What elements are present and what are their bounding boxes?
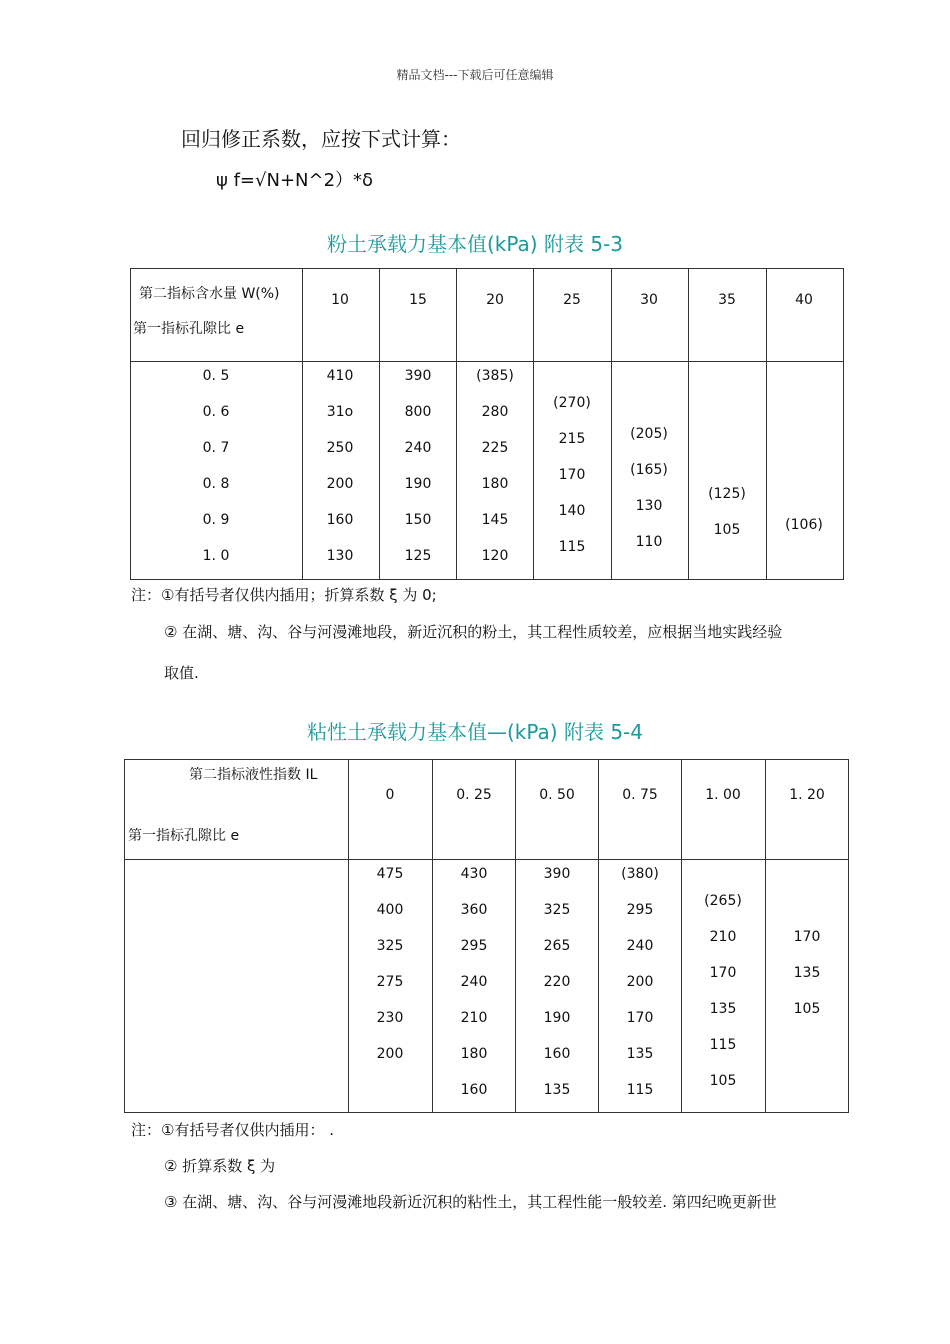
table2-col-values — [777, 927, 837, 1035]
table1-cell: 200 — [326, 476, 354, 492]
table2-vline — [765, 759, 766, 1113]
table2-vline — [848, 759, 849, 1113]
table1-cell: 120 — [481, 548, 509, 564]
table1-cell: 410 — [326, 368, 354, 384]
table1-cell: 115 — [558, 539, 586, 555]
table1-border-bottom — [130, 579, 844, 580]
table1-header-divider — [130, 361, 844, 362]
table2-cell: 135 — [543, 1082, 571, 1098]
table2-cell: 240 — [460, 974, 488, 990]
table2-cell: 200 — [376, 1046, 404, 1062]
table2-cell: 135 — [793, 965, 821, 981]
table1-col-header: 15 — [409, 292, 427, 308]
table1-vline — [456, 268, 457, 580]
table1-border-top — [130, 268, 844, 269]
table1-cell: 390 — [404, 368, 432, 384]
table2-col-header: 0. 25 — [456, 787, 492, 803]
table2-col-header: 1. 00 — [705, 787, 741, 803]
table1-cell: 150 — [404, 512, 432, 528]
table1-vline — [611, 268, 612, 580]
table2-cell: 135 — [626, 1046, 654, 1062]
table1-vline — [379, 268, 380, 580]
table2-vline — [515, 759, 516, 1113]
table2-cell: 265 — [543, 938, 571, 954]
table2-title: 粘性土承载力基本值—(kPa) 附表 5-4 — [307, 720, 643, 744]
table1-col-values — [774, 515, 834, 551]
table2-col-values — [444, 864, 504, 1116]
table2-cell: 400 — [376, 902, 404, 918]
table1-row-labels — [186, 366, 246, 582]
table2-border-top — [124, 759, 849, 760]
table1-cell: (270) — [553, 395, 591, 411]
table2-col-header: 0. 50 — [539, 787, 575, 803]
table2-cell: 115 — [626, 1082, 654, 1098]
intro-text: 回归修正系数，应按下式计算： — [181, 127, 461, 151]
table1-cell: 130 — [326, 548, 354, 564]
table1-cell: (205) — [630, 426, 668, 442]
table2-cell: 170 — [793, 929, 821, 945]
table2-cell: 170 — [626, 1010, 654, 1026]
table2-cell: 190 — [543, 1010, 571, 1026]
table2-vline — [598, 759, 599, 1113]
table2-col-header: 1. 20 — [789, 787, 825, 803]
table1-row-label: 1. 0 — [202, 548, 230, 564]
note1-line3: 取值. — [164, 664, 199, 682]
table1-cell: 31o — [326, 404, 354, 420]
table2-vline — [124, 759, 125, 1113]
table1-col-values — [465, 366, 525, 582]
table1-vline — [688, 268, 689, 580]
table1-cell: 240 — [404, 440, 432, 456]
table2-cell: 210 — [460, 1010, 488, 1026]
table1-cell: 215 — [558, 431, 586, 447]
table1-col-values — [619, 424, 679, 568]
table2-cell: 475 — [376, 866, 404, 882]
table2-cell: 160 — [543, 1046, 571, 1062]
table1-cell: 280 — [481, 404, 509, 420]
table1-cell: 130 — [635, 498, 663, 514]
table2-corner-bottom: 第一指标孔隙比 e — [128, 828, 240, 844]
note1-line1: 注：①有括号者仅供内插用；折算系数 ξ 为 0; — [131, 586, 437, 604]
table1-cell: 190 — [404, 476, 432, 492]
table2-cell: 115 — [709, 1037, 737, 1053]
table1-cell: (385) — [476, 368, 514, 384]
table1-cell: (125) — [708, 486, 746, 502]
table1-corner-top: 第二指标含水量 W(%) — [139, 286, 280, 302]
table1-cell: 225 — [481, 440, 509, 456]
table2-cell: 160 — [460, 1082, 488, 1098]
table2-cell: 135 — [709, 1001, 737, 1017]
table2-cell: (380) — [621, 866, 659, 882]
table2-cell: 105 — [793, 1001, 821, 1017]
table1-vline — [843, 268, 844, 580]
table2-col-header: 0 — [385, 787, 395, 803]
table1-row-label: 0. 8 — [202, 476, 230, 492]
table1-vline — [533, 268, 534, 580]
table1-col-values — [542, 393, 602, 573]
note1-line2: ② 在湖、塘、沟、谷与河漫滩地段，新近沉积的粉土，其工程性质较差，应根据当地实践经验 — [164, 623, 783, 641]
note2-line1: 注：①有括号者仅供内插用： . — [131, 1121, 334, 1139]
table1-col-header: 20 — [486, 292, 504, 308]
table2-cell: 360 — [460, 902, 488, 918]
table1-col-header: 25 — [563, 292, 581, 308]
table1-title: 粉土承载力基本值(kPa) 附表 5-3 — [327, 232, 623, 256]
table2-col-values — [527, 864, 587, 1116]
page-header: 精品文档---下载后可任意编辑 — [396, 68, 554, 82]
table1-col-values — [310, 366, 370, 582]
note2-line2: ② 折算系数 ξ 为 — [164, 1157, 276, 1175]
table1-cell: 110 — [635, 534, 663, 550]
table2-corner-top: 第二指标液性指数 IL — [189, 767, 318, 783]
table2-border-bottom — [124, 1112, 849, 1113]
table2-vline — [681, 759, 682, 1113]
table2-col-header: 0. 75 — [622, 787, 658, 803]
table1-cell: 145 — [481, 512, 509, 528]
table2-vline — [432, 759, 433, 1113]
table1-col-values — [697, 484, 757, 556]
table1-col-header: 40 — [795, 292, 813, 308]
table2-col-values — [610, 864, 670, 1116]
table1-col-header: 10 — [331, 292, 349, 308]
table2-cell: 180 — [460, 1046, 488, 1062]
table2-header-divider — [124, 859, 849, 860]
table1-cell: 170 — [558, 467, 586, 483]
table2-cell: 295 — [626, 902, 654, 918]
table1-vline — [130, 268, 131, 580]
table1-row-label: 0. 7 — [202, 440, 230, 456]
table1-cell: 105 — [713, 522, 741, 538]
table1-cell: 250 — [326, 440, 354, 456]
table1-row-label: 0. 9 — [202, 512, 230, 528]
table1-cell: 140 — [558, 503, 586, 519]
table1-col-header: 30 — [640, 292, 658, 308]
table2-cell: 325 — [543, 902, 571, 918]
table2-cell: 200 — [626, 974, 654, 990]
note2-line3: ③ 在湖、塘、沟、谷与河漫滩地段新近沉积的粘性土，其工程性能一般较差. 第四纪晚更新世 — [164, 1193, 777, 1211]
table1-cell: 180 — [481, 476, 509, 492]
table1-col-header: 35 — [718, 292, 736, 308]
table2-cell: 430 — [460, 866, 488, 882]
table2-cell: 210 — [709, 929, 737, 945]
table2-cell: (265) — [704, 893, 742, 909]
table1-corner-bottom: 第一指标孔隙比 e — [133, 321, 245, 337]
table1-col-values — [388, 366, 448, 582]
table2-cell: 220 — [543, 974, 571, 990]
table2-col-values — [360, 864, 420, 1080]
table1-cell: 125 — [404, 548, 432, 564]
table1-row-label: 0. 5 — [202, 368, 230, 384]
table2-col-values — [693, 891, 753, 1107]
table2-cell: 275 — [376, 974, 404, 990]
table2-cell: 325 — [376, 938, 404, 954]
table2-cell: 170 — [709, 965, 737, 981]
table1-vline — [766, 268, 767, 580]
table1-vline — [302, 268, 303, 580]
formula: ψ f=√N+N^2）*δ — [216, 170, 374, 191]
table2-cell: 390 — [543, 866, 571, 882]
table1-cell: (165) — [630, 462, 668, 478]
table1-row-label: 0. 6 — [202, 404, 230, 420]
table1-cell: 160 — [326, 512, 354, 528]
table2-cell: 105 — [709, 1073, 737, 1089]
table1-cell: 800 — [404, 404, 432, 420]
table2-vline — [348, 759, 349, 1113]
table2-cell: 240 — [626, 938, 654, 954]
table1-cell: (106) — [785, 517, 823, 533]
table2-cell: 295 — [460, 938, 488, 954]
table2-cell: 230 — [376, 1010, 404, 1026]
